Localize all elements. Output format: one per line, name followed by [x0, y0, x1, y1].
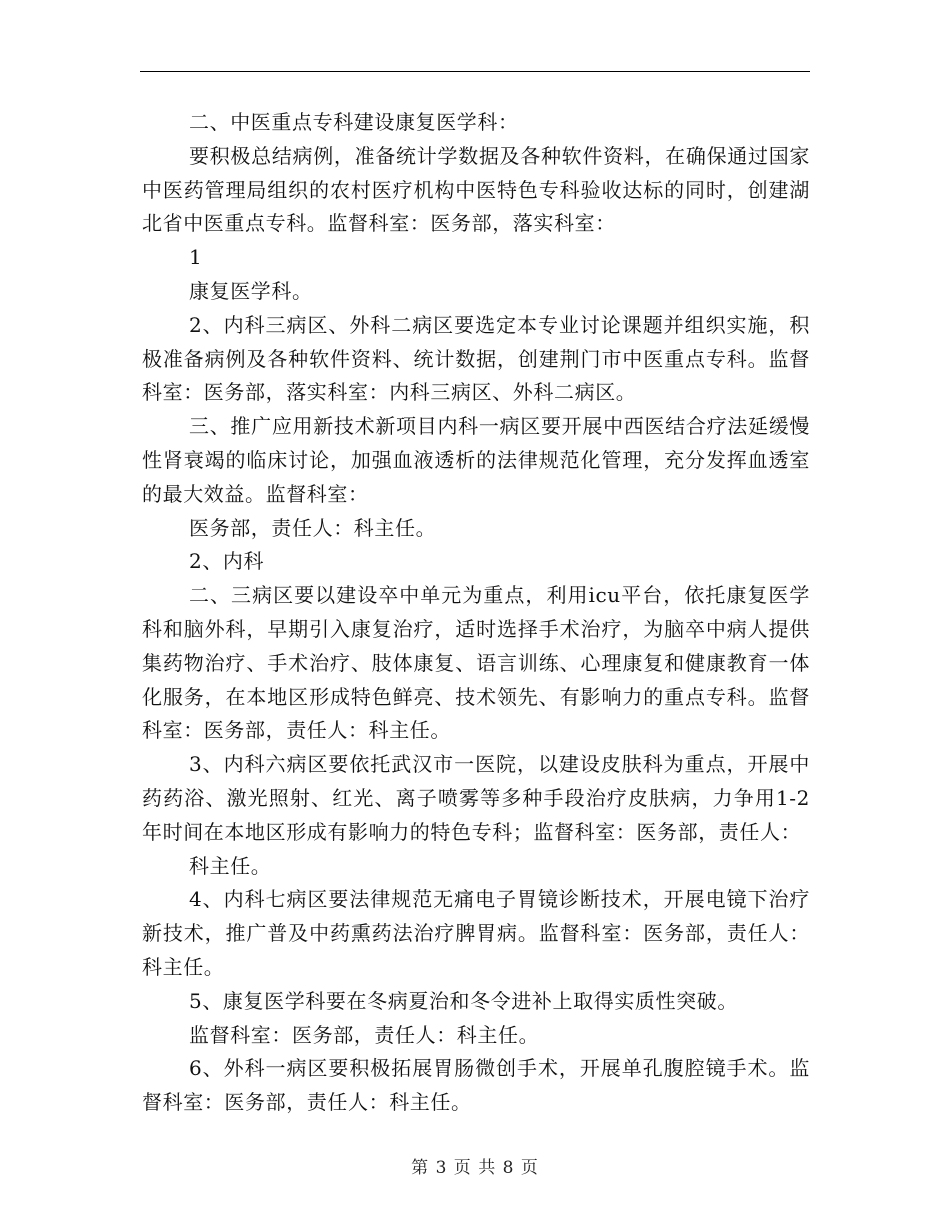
paragraph: 三、推广应用新技术新项目内科一病区要开展中西医结合疗法延缓慢性肾衰竭的临床讨论，加强血液透析的法律规范化管理，充分发挥血透室的最大效益。监督科室： — [142, 414, 810, 506]
paragraph: 康复医学科。 — [189, 278, 313, 303]
document-body — [142, 106, 810, 1120]
header-rule — [140, 71, 810, 72]
paragraph: 6、外科一病区要积极拓展胃肠微创手术，开展单孔腹腔镜手术。监督科室：医务部，责任人：科主任。 — [142, 1056, 810, 1115]
paragraph: 科主任。 — [189, 853, 272, 878]
paragraph: 1 — [189, 245, 203, 270]
page-number-footer: 第 3 页 共 8 页 — [411, 1158, 539, 1178]
paragraph: 监督科室：医务部，责任人：科主任。 — [189, 1022, 540, 1047]
paragraph: 5、康复医学科要在冬病夏治和冬令进补上取得实质性突破。 — [189, 988, 738, 1013]
paragraph: 二、三病区要以建设卒中单元为重点，利用icu平台，依托康复医学科和脑外科，早期引入康复治疗，适时选择手术治疗，为脑卒中病人提供集药物治疗、手术治疗、肢体康复、语言训练、心理康复和健康教育一体化服务，在本地区形成特色鲜亮、技术领先、有影响力的重点专科。监督科室：医务部，责任人：科主任。 — [142, 583, 810, 743]
paragraph: 2、内科三病区、外科二病区要选定本专业讨论课题并组织实施，积极准备病例及各种软件资料、统计数据，创建荆门市中医重点专科。监督科室：医务部，落实科室：内科三病区、外科二病区。 — [142, 312, 810, 405]
paragraph: 2、内科 — [189, 549, 265, 574]
paragraph: 医务部，责任人：科主任。 — [189, 515, 437, 540]
paragraph: 4、内科七病区要法律规范无痛电子胃镜诊断技术，开展电镜下治疗新技术，推广普及中药熏药法治疗脾胃病。监督科室：医务部，责任人：科主任。 — [142, 887, 810, 979]
paragraph: 要积极总结病例，准备统计学数据及各种软件资料，在确保通过国家中医药管理局组织的农村医疗机构中医特色专科验收达标的同时，创建湖北省中医重点专科。监督科室：医务部，落实科室： — [142, 143, 810, 236]
section-heading: 二、中医重点专科建设康复医学科： — [189, 110, 519, 134]
paragraph: 3、内科六病区要依托武汉市一医院，以建设皮肤科为重点，开展中药药浴、激光照射、红光、离子喷雾等多种手段治疗皮肤病，力争用1-2年时间在本地区形成有影响力的特色专科；监督科室：医务部，责任人： — [142, 752, 810, 844]
